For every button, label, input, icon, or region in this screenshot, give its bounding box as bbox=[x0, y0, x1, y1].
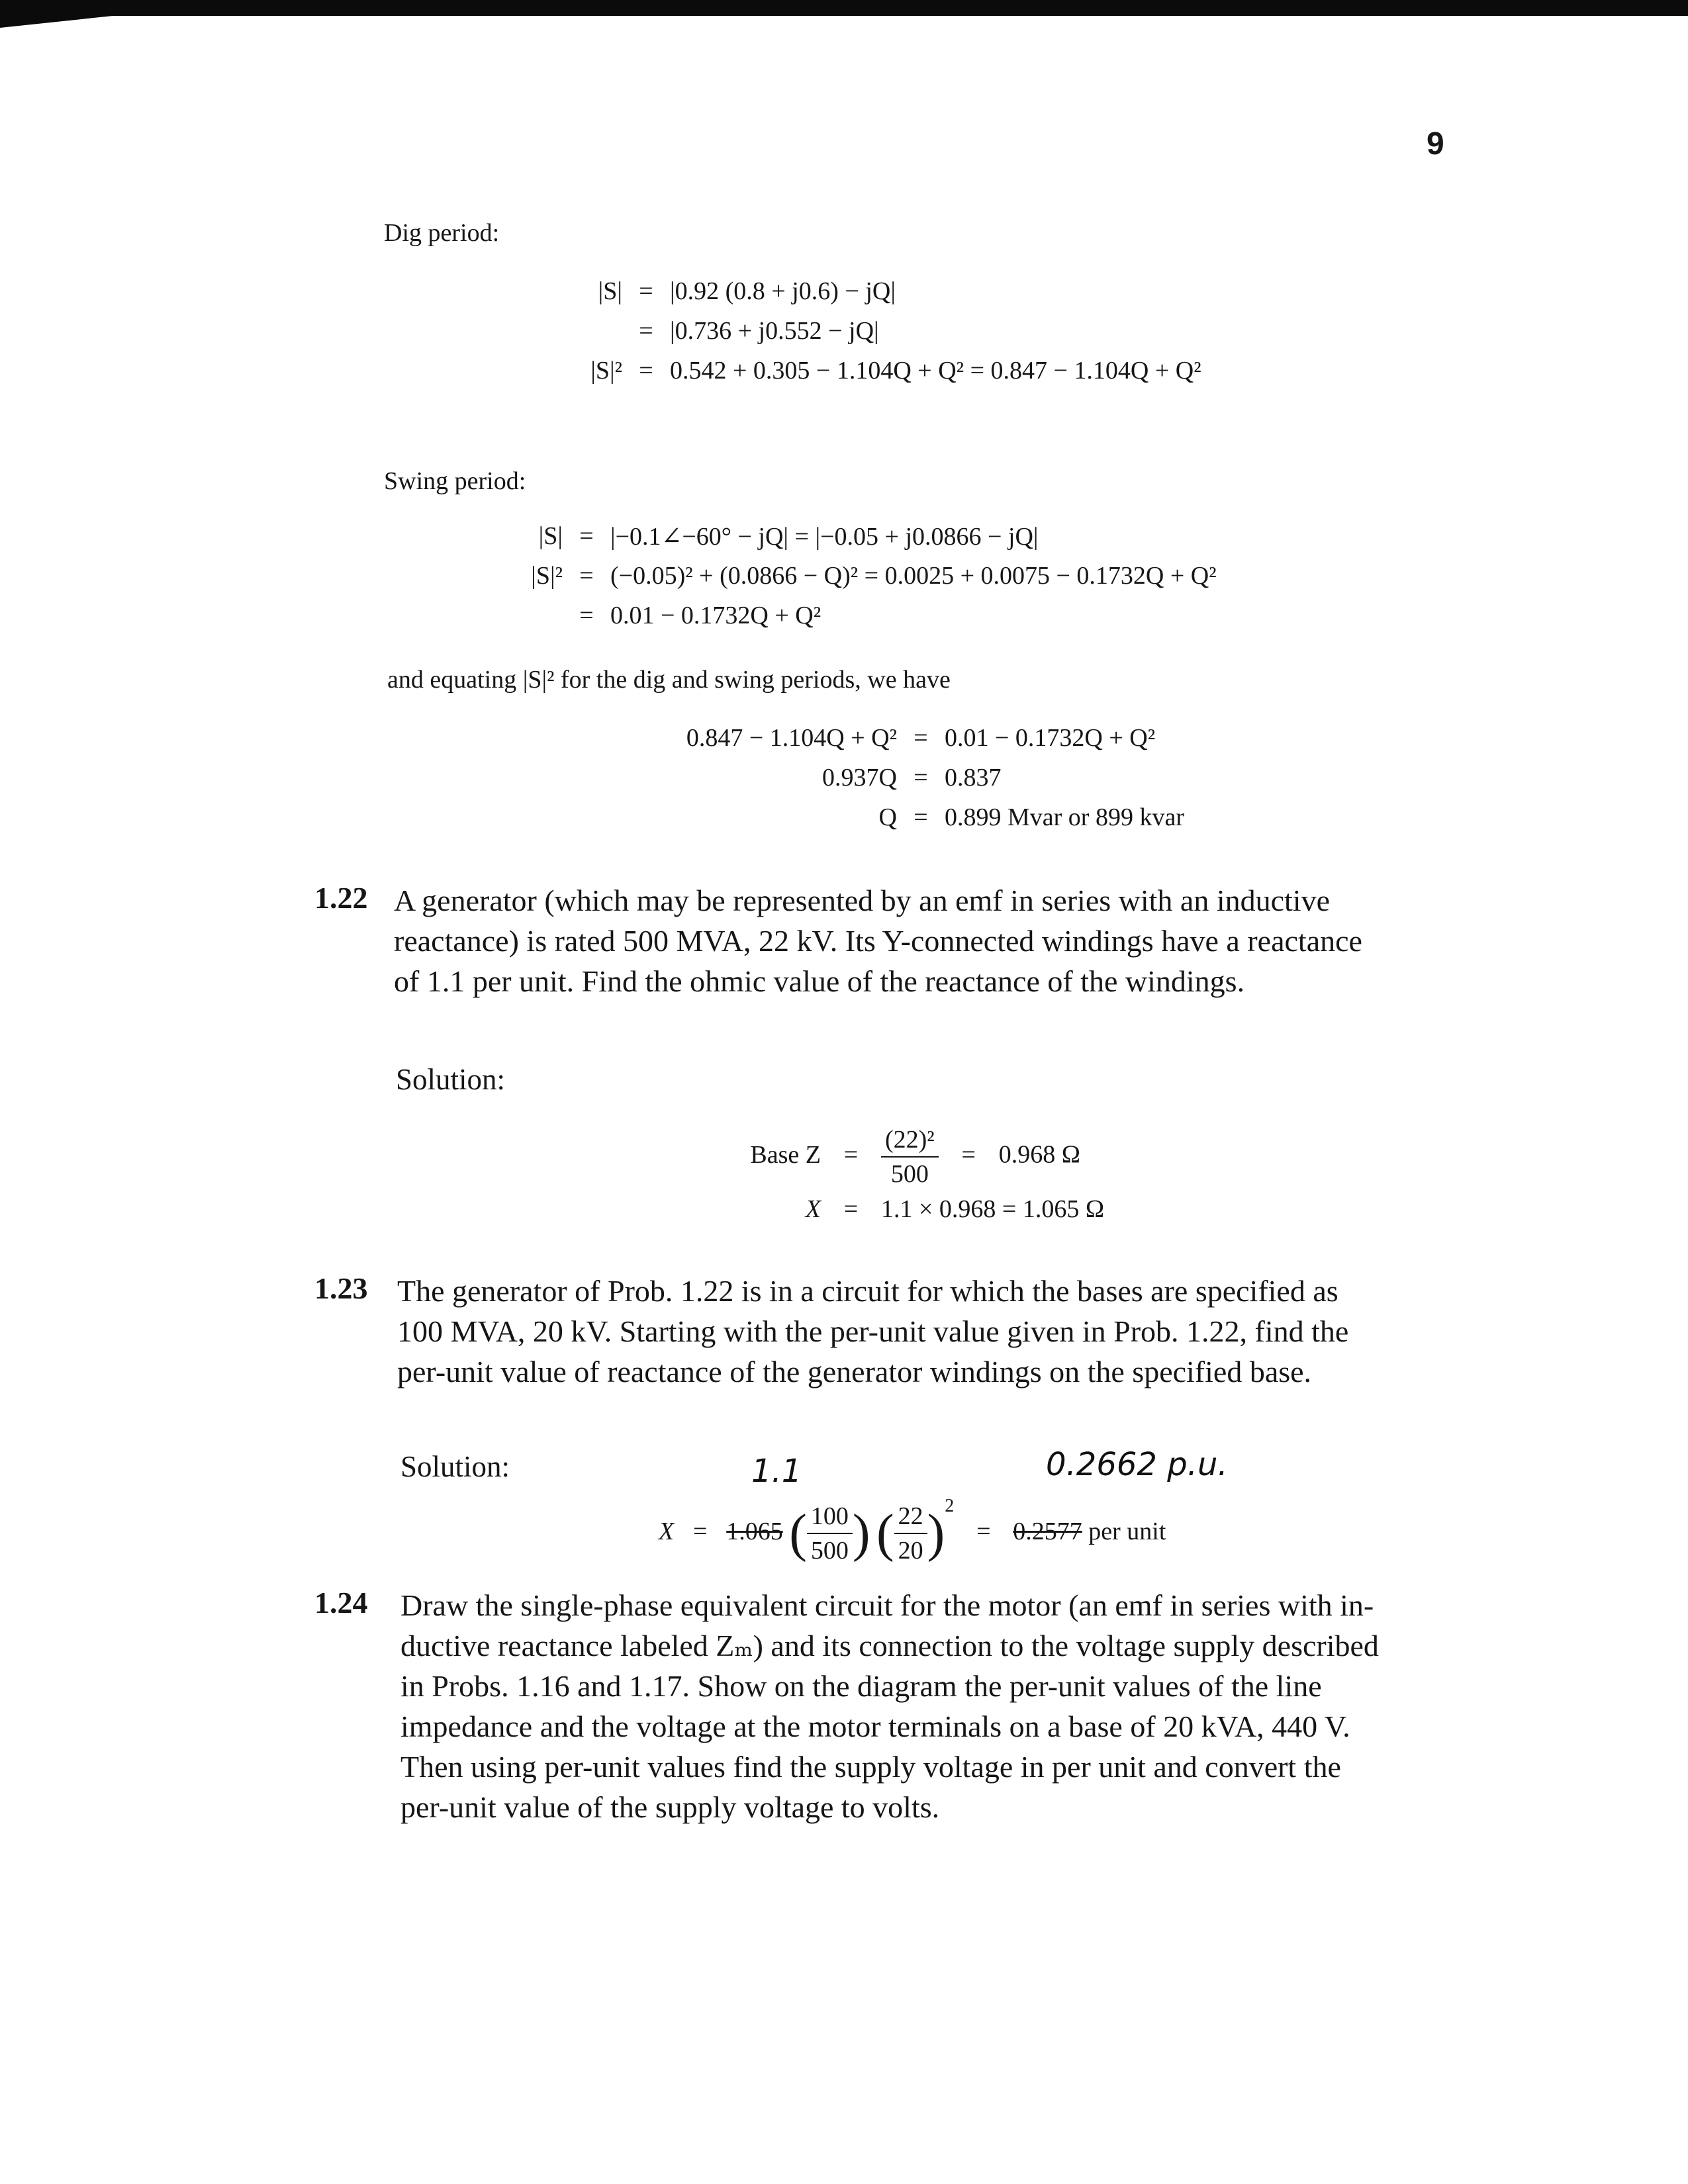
problem-line: The generator of Prob. 1.22 is in a circuit for which the bases are specified as bbox=[397, 1274, 1338, 1308]
equals-sign: = bbox=[579, 522, 594, 550]
equation-lhs: |S|² bbox=[590, 357, 622, 385]
problem-number-1-24: 1.24 bbox=[314, 1586, 368, 1619]
equals-sign: = bbox=[914, 803, 928, 831]
equation-rhs: 0.01 − 0.1732Q + Q² bbox=[945, 724, 1156, 752]
base-z-lhs: Base Z bbox=[750, 1140, 821, 1169]
problem-line: reactance) is rated 500 MVA, 22 kV. Its Y-connected windings have a reactance bbox=[394, 924, 1362, 958]
equation-row bbox=[596, 758, 1184, 797]
equals-sign: = bbox=[843, 1140, 859, 1169]
reactance-equation bbox=[722, 1195, 1104, 1224]
equation-rhs: |0.736 + j0.552 − jQ| bbox=[670, 317, 879, 345]
equation-rhs: 0.542 + 0.305 − 1.104Q + Q² = 0.847 − 1.104Q + Q² bbox=[670, 357, 1201, 385]
equation-row bbox=[503, 351, 1201, 390]
equals-sign: = bbox=[639, 317, 653, 345]
equation-lhs: 0.937Q bbox=[822, 764, 897, 792]
problem-line: in Probs. 1.16 and 1.17. Show on the diagram the per-unit values of the line bbox=[400, 1669, 1322, 1703]
kv-ratio-fraction bbox=[894, 1502, 927, 1565]
handwritten-coefficient: 1.1 bbox=[751, 1453, 802, 1490]
equals-sign: = bbox=[579, 562, 594, 590]
equation-rhs: 0.899 Mvar or 899 kvar bbox=[945, 803, 1184, 831]
mva-ratio-fraction bbox=[807, 1502, 853, 1565]
problem-line: Draw the single-phase equivalent circuit for the motor (an emf in series with in- bbox=[400, 1588, 1374, 1622]
equation-lhs: 0.847 − 1.104Q + Q² bbox=[686, 724, 897, 752]
exponent: 2 bbox=[945, 1496, 955, 1516]
equation-row bbox=[463, 556, 1217, 596]
scan-top-border-notch bbox=[0, 16, 113, 28]
equation-row bbox=[596, 797, 1184, 837]
equation-lhs: |S|² bbox=[531, 562, 563, 590]
fraction-numerator: 100 bbox=[807, 1502, 853, 1534]
reactance-lhs: X bbox=[805, 1195, 821, 1223]
equation-row bbox=[463, 516, 1217, 556]
equals-sign: = bbox=[639, 277, 653, 305]
equation-row bbox=[503, 311, 1201, 351]
fraction-denominator: 500 bbox=[890, 1160, 929, 1188]
struck-coefficient: 1.065 bbox=[726, 1518, 783, 1545]
equals-sign: = bbox=[976, 1518, 991, 1545]
problem-number-1-22: 1.22 bbox=[314, 881, 368, 915]
problem-line: per-unit value of reactance of the generator windings on the specified base. bbox=[397, 1355, 1312, 1388]
solution-label-1-23: Solution: bbox=[400, 1450, 510, 1483]
equation-row bbox=[503, 271, 1201, 311]
equals-sign: = bbox=[914, 764, 928, 792]
base-z-value: 0.968 Ω bbox=[998, 1140, 1080, 1169]
problem-line: 100 MVA, 20 kV. Starting with the per-unit value given in Prob. 1.22, find the bbox=[397, 1314, 1349, 1348]
dig-period-equations bbox=[503, 271, 1201, 390]
swing-period-label: Swing period: bbox=[384, 467, 526, 495]
equals-sign: = bbox=[639, 357, 653, 385]
left-paren: ( bbox=[789, 1504, 807, 1563]
problem-number-1-23: 1.23 bbox=[314, 1271, 368, 1305]
equals-sign: = bbox=[914, 724, 928, 752]
equation-row bbox=[463, 596, 1217, 635]
per-unit-conversion-equation bbox=[659, 1496, 1166, 1565]
problem-line: A generator (which may be represented by an emf in series with an inductive bbox=[394, 884, 1331, 917]
equation-rhs: (−0.05)² + (0.0866 − Q)² = 0.0025 + 0.0075 − 0.1732Q + Q² bbox=[610, 562, 1217, 590]
problem-line: ductive reactance labeled Zₘ) and its connection to the voltage supply described bbox=[400, 1629, 1379, 1662]
equals-sign: = bbox=[579, 602, 594, 629]
equation-lhs: |S| bbox=[538, 522, 563, 550]
result-unit: per unit bbox=[1088, 1518, 1166, 1545]
problem-line: impedance and the voltage at the motor terminals on a base of 20 kVA, 440 V. bbox=[400, 1709, 1350, 1743]
right-paren: ) bbox=[852, 1504, 870, 1563]
fraction-numerator: 22 bbox=[894, 1502, 927, 1534]
problem-line: of 1.1 per unit. Find the ohmic value of the reactance of the windings. bbox=[394, 964, 1245, 998]
problem-1-24-text bbox=[400, 1585, 1379, 1827]
base-z-fraction bbox=[881, 1125, 939, 1189]
scan-top-border bbox=[0, 0, 1688, 16]
equation-rhs: 0.837 bbox=[945, 764, 1002, 792]
equation-lhs bbox=[503, 311, 622, 351]
equating-sentence: and equating |S|² for the dig and swing periods, we have bbox=[387, 666, 951, 694]
equation-lhs: Q bbox=[878, 803, 897, 831]
equals-sign: = bbox=[843, 1195, 859, 1223]
swing-period-equations bbox=[463, 516, 1217, 635]
x-lhs: X bbox=[659, 1518, 675, 1545]
problem-line: per-unit value of the supply voltage to volts. bbox=[400, 1790, 940, 1824]
fraction-numerator: (22)² bbox=[881, 1125, 939, 1158]
page-number: 9 bbox=[1427, 126, 1444, 161]
equation-lhs: |S| bbox=[598, 277, 622, 305]
base-z-equation bbox=[722, 1125, 1080, 1189]
fraction-denominator: 500 bbox=[810, 1537, 849, 1565]
handwritten-result: 0.2662 p.u. bbox=[1046, 1446, 1228, 1483]
dig-period-label: Dig period: bbox=[384, 219, 500, 247]
equating-equations bbox=[596, 718, 1184, 837]
equation-rhs: |0.92 (0.8 + j0.6) − jQ| bbox=[670, 277, 896, 305]
right-paren: ) bbox=[927, 1504, 945, 1563]
equation-rhs: |−0.1∠−60° − jQ| = |−0.05 + j0.0866 − jQ| bbox=[610, 522, 1039, 551]
equation-lhs bbox=[463, 596, 563, 635]
equation-row bbox=[596, 718, 1184, 758]
problem-line: Then using per-unit values find the supply voltage in per unit and convert the bbox=[400, 1750, 1341, 1784]
problem-1-23-text bbox=[397, 1271, 1348, 1392]
reactance-rhs: 1.1 × 0.968 = 1.065 Ω bbox=[881, 1195, 1105, 1223]
solution-label-1-22: Solution: bbox=[396, 1063, 506, 1096]
struck-result: 0.2577 bbox=[1013, 1518, 1082, 1545]
equals-sign: = bbox=[693, 1518, 708, 1545]
problem-1-22-text bbox=[394, 880, 1362, 1001]
left-paren: ( bbox=[876, 1504, 894, 1563]
fraction-denominator: 20 bbox=[898, 1537, 923, 1565]
equation-rhs: 0.01 − 0.1732Q + Q² bbox=[610, 602, 821, 629]
equals-sign: = bbox=[961, 1140, 976, 1169]
